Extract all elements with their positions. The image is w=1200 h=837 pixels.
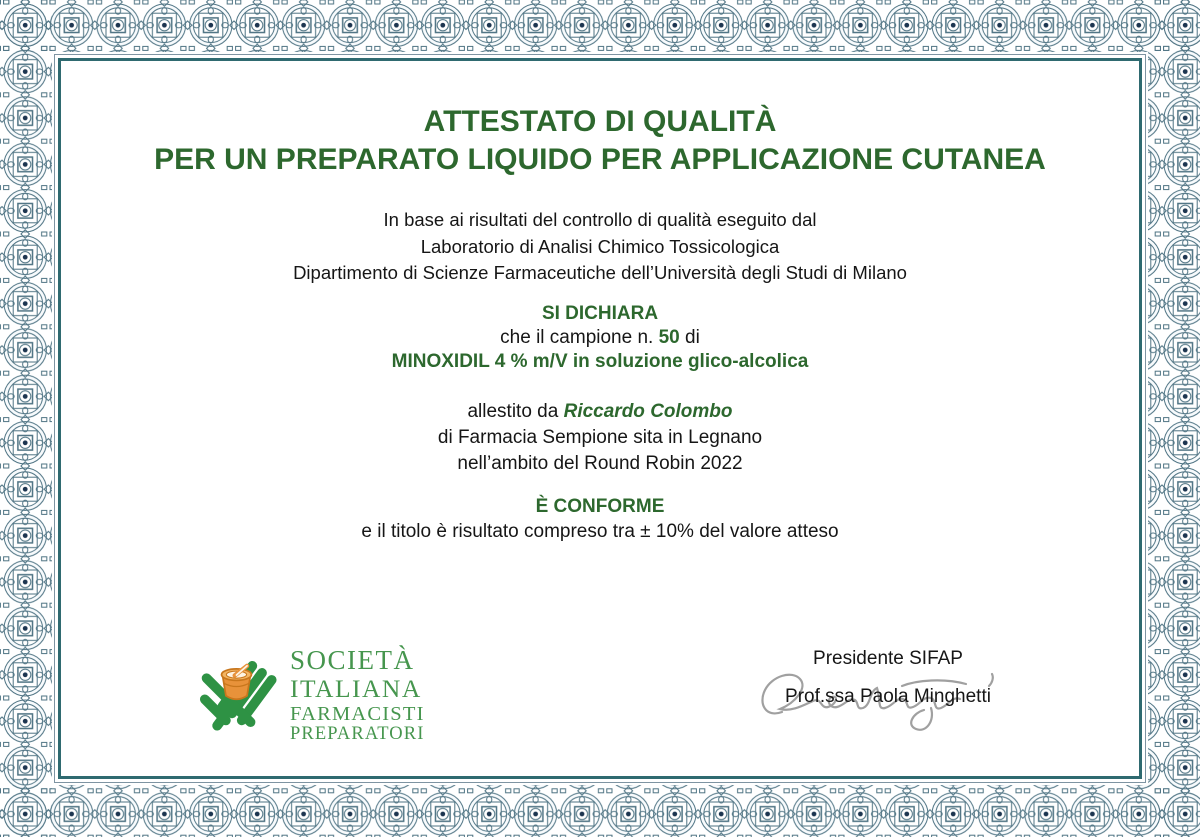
intro-line-1: In base ai risultati del controllo di qualità eseguito dal [383,209,817,230]
intro-line-3: Dipartimento di Scienze Farmaceutiche dell’Università degli Studi di Milano [293,262,907,283]
logo-line-4: PREPARATORI [290,723,425,744]
result-detail: e il titolo è risultato compreso tra ± 10% del valore atteso [361,520,839,542]
sample-suffix: di [679,326,700,348]
prepared-by-prefix: allestito da [467,400,564,422]
title-line-2: PER UN PREPARATO LIQUIDO PER APPLICAZIONE CUTANEA [154,143,1046,176]
footer-row [64,640,1136,748]
pharmacy-line: di Farmacia Sempione sita in Legnano [437,426,763,448]
result-heading: È CONFORME [535,495,665,517]
preparation-name: MINOXIDIL 4 % m/V in soluzione glico-alcolica [391,350,809,372]
signer-role: Presidente SIFAP [813,648,963,669]
logo-line-2: ITALIANA [290,674,422,704]
signature-block [758,648,1018,748]
prepared-by-section [64,399,1136,477]
sample-number: 50 [658,326,680,348]
sifap-logo-text [290,646,425,745]
title-line-1: ATTESTATO DI QUALITÀ [423,105,777,138]
certificate-title [64,103,1136,179]
logo-line-1: SOCIETÀ [290,645,415,675]
result-section [64,494,1136,544]
pharmacist-name: Riccardo Colombo [563,400,733,422]
prepared-by-line [64,399,1136,425]
intro-line-2: Laboratorio di Analisi Chimico Tossicologica [420,235,780,257]
sifap-logo [196,640,425,748]
intro-paragraph [64,207,1136,287]
logo-line-3: FARMACISTI [290,702,425,725]
sample-line [64,326,1136,350]
signer-name: Prof.ssa Paola Minghetti [785,686,991,707]
declaration-section [64,302,1136,374]
certificate-content [64,62,1136,773]
sample-prefix: che il campione n. [500,326,659,348]
sifap-hand-mortar-icon [196,640,284,748]
declaration-heading: SI DICHIARA [541,302,659,324]
program-line: nell’ambito del Round Robin 2022 [457,452,743,474]
